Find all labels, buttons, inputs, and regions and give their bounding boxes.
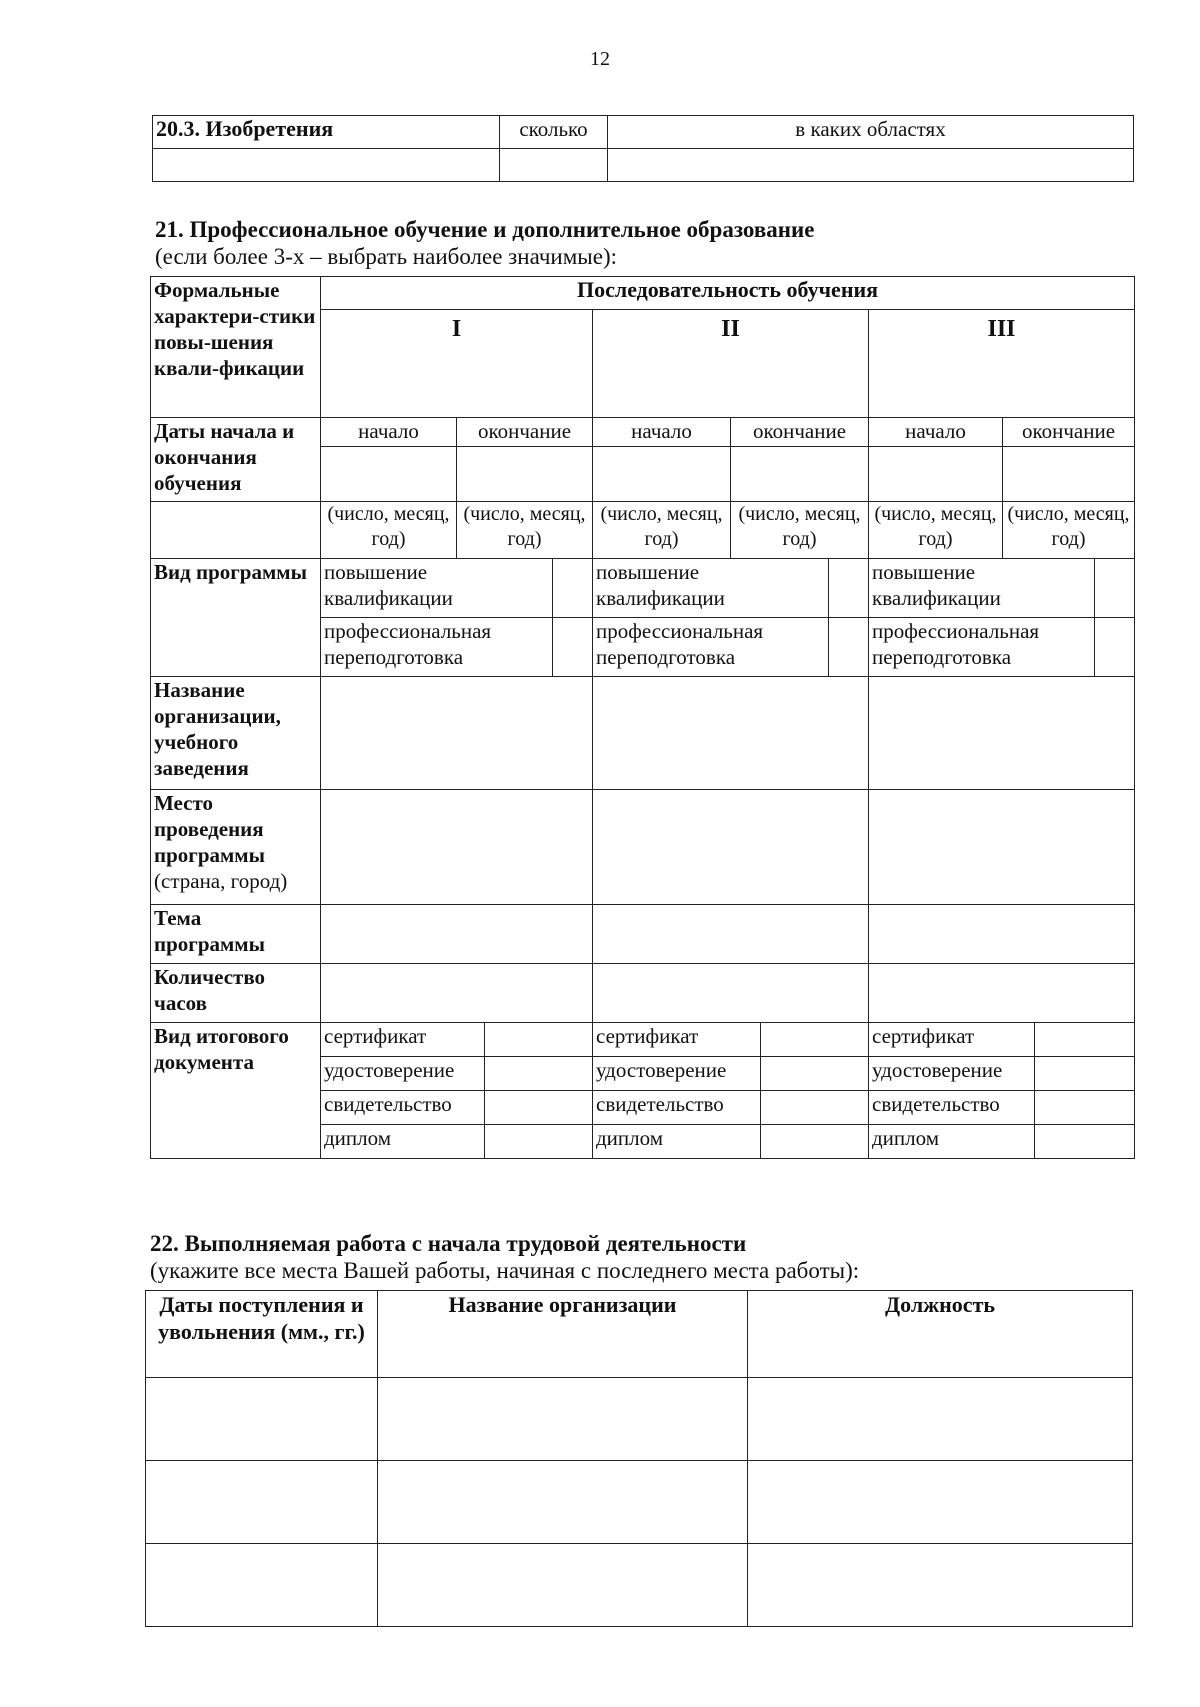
stage-2-end-header: окончание [731,418,869,447]
stage-2-document-type [593,1023,869,1159]
document-option-label: удостоверение [321,1057,484,1091]
document-option-label: свидетельство [321,1091,484,1125]
stage-2-hours-input[interactable] [593,964,869,1023]
stage-2-start-header: начало [593,418,731,447]
employment-position-header: Должность [748,1291,1133,1378]
stage-3-organization-input[interactable] [869,677,1135,790]
stage-2-program-type [593,559,869,677]
date-hint: (число, месяц, год) [457,502,593,559]
document-options [869,1023,1134,1158]
inventions-empty-cell[interactable] [153,149,500,182]
dates-label: Даты начала и окончания обучения [151,418,321,502]
employment-org-input[interactable] [378,1461,748,1544]
program-option-checkbox[interactable] [828,559,868,618]
program-option-checkbox[interactable] [828,618,868,677]
page-number: 12 [590,48,610,70]
place-label-bold: Место проведения программы [154,791,265,867]
program-type-options [593,559,868,676]
document-option-checkbox[interactable] [484,1057,592,1091]
stage-1-topic-input[interactable] [321,905,593,964]
date-hint: (число, месяц, год) [321,502,457,559]
date-hint: (число, месяц, год) [869,502,1003,559]
topic-label: Тема программы [151,905,321,964]
program-option-label: повышение квалификации [869,559,1094,618]
program-type-options [321,559,592,676]
employment-table [145,1290,1133,1627]
program-type-options [869,559,1134,676]
stage-3-start-input[interactable] [869,447,1003,502]
document-option-label: диплом [593,1125,760,1159]
stage-2-header: II [593,310,869,418]
document-option-label: диплом [321,1125,484,1159]
document-option-checkbox[interactable] [760,1023,868,1057]
stage-3-start-header: начало [869,418,1003,447]
stage-1-organization-input[interactable] [321,677,593,790]
stage-1-start-input[interactable] [321,447,457,502]
program-option-checkbox[interactable] [1094,559,1134,618]
employment-dates-header: Даты поступления и увольнения (мм., гг.) [146,1291,378,1378]
document-option-checkbox[interactable] [760,1057,868,1091]
date-hint: (число, месяц, год) [593,502,731,559]
inventions-table [152,115,1134,182]
employment-position-input[interactable] [748,1378,1133,1461]
place-label-note: (страна, город) [154,869,288,893]
document-option-checkbox[interactable] [760,1091,868,1125]
inventions-title: 20.3. Изобретения [153,116,500,149]
stage-3-end-input[interactable] [1003,447,1135,502]
program-option-label: профессиональная переподготовка [593,618,828,677]
stage-3-header: III [869,310,1135,418]
place-label [151,790,321,905]
stage-3-hours-input[interactable] [869,964,1135,1023]
program-option-checkbox[interactable] [1094,618,1134,677]
section-22-title: 22. Выполняемая работа с начала трудовой деятельности [150,1231,747,1256]
inventions-fields-header: в каких областях [608,116,1134,149]
inventions-count-header: сколько [500,116,608,149]
document-option-label: свидетельство [869,1091,1034,1125]
employment-dates-input[interactable] [146,1544,378,1627]
stage-1-hours-input[interactable] [321,964,593,1023]
stage-1-place-input[interactable] [321,790,593,905]
employment-dates-input[interactable] [146,1461,378,1544]
program-type-label: Вид программы [151,559,321,677]
document-option-label: свидетельство [593,1091,760,1125]
program-option-checkbox[interactable] [552,618,592,677]
date-hint: (число, месяц, год) [731,502,869,559]
document-type-label: Вид итогового документа [151,1023,321,1159]
stage-1-document-type [321,1023,593,1159]
employment-position-input[interactable] [748,1544,1133,1627]
employment-dates-input[interactable] [146,1378,378,1461]
section-21-title: 21. Профессиональное обучение и дополнительное образование [155,217,815,242]
program-option-checkbox[interactable] [552,559,592,618]
program-option-label: повышение квалификации [593,559,828,618]
document-option-label: сертификат [321,1023,484,1057]
stage-2-organization-input[interactable] [593,677,869,790]
organization-label: Название организации, учебного заведения [151,677,321,790]
sequence-header: Последовательность обучения [321,277,1135,310]
program-option-label: повышение квалификации [321,559,552,618]
stage-1-header: I [321,310,593,418]
inventions-fields-input[interactable] [608,149,1134,182]
document-options [321,1023,592,1158]
document-option-label: сертификат [869,1023,1034,1057]
document-option-checkbox[interactable] [760,1125,868,1159]
section-22-heading [150,1230,859,1284]
document-option-label: диплом [869,1125,1034,1159]
stage-3-program-type [869,559,1135,677]
section-21-heading [155,216,815,270]
training-table [150,276,1135,1159]
stage-2-topic-input[interactable] [593,905,869,964]
stage-3-place-input[interactable] [869,790,1135,905]
employment-org-header: Название организации [378,1291,748,1378]
formal-characteristics-label: Формальные характери-стики повы-шения квали-фикации [151,277,321,418]
document-option-checkbox[interactable] [1034,1125,1134,1159]
employment-org-input[interactable] [378,1378,748,1461]
stage-3-end-header: окончание [1003,418,1135,447]
stage-1-end-input[interactable] [457,447,593,502]
date-hint-label-cell [151,502,321,559]
document-options [593,1023,868,1158]
program-option-label: профессиональная переподготовка [869,618,1094,677]
document-option-checkbox[interactable] [484,1023,592,1057]
date-hint: (число, месяц, год) [1003,502,1135,559]
hours-label: Количество часов [151,964,321,1023]
stage-3-topic-input[interactable] [869,905,1135,964]
stage-1-start-header: начало [321,418,457,447]
stage-2-start-input[interactable] [593,447,731,502]
document-option-checkbox[interactable] [484,1125,592,1159]
inventions-count-input[interactable] [500,149,608,182]
stage-1-end-header: окончание [457,418,593,447]
stage-2-place-input[interactable] [593,790,869,905]
section-22-subtitle: (укажите все места Вашей работы, начиная с последнего места работы): [150,1258,860,1283]
employment-position-input[interactable] [748,1461,1133,1544]
document-option-label: удостоверение [869,1057,1034,1091]
document-option-checkbox[interactable] [484,1091,592,1125]
stage-1-program-type [321,559,593,677]
section-21-subtitle: (если более 3-х – выбрать наиболее значимые): [155,244,617,269]
stage-2-end-input[interactable] [731,447,869,502]
program-option-label: профессиональная переподготовка [321,618,552,677]
document-option-checkbox[interactable] [1034,1023,1134,1057]
stage-3-document-type [869,1023,1135,1159]
document-option-checkbox[interactable] [1034,1057,1134,1091]
document-option-label: сертификат [593,1023,760,1057]
employment-org-input[interactable] [378,1544,748,1627]
document-option-checkbox[interactable] [1034,1091,1134,1125]
document-option-label: удостоверение [593,1057,760,1091]
